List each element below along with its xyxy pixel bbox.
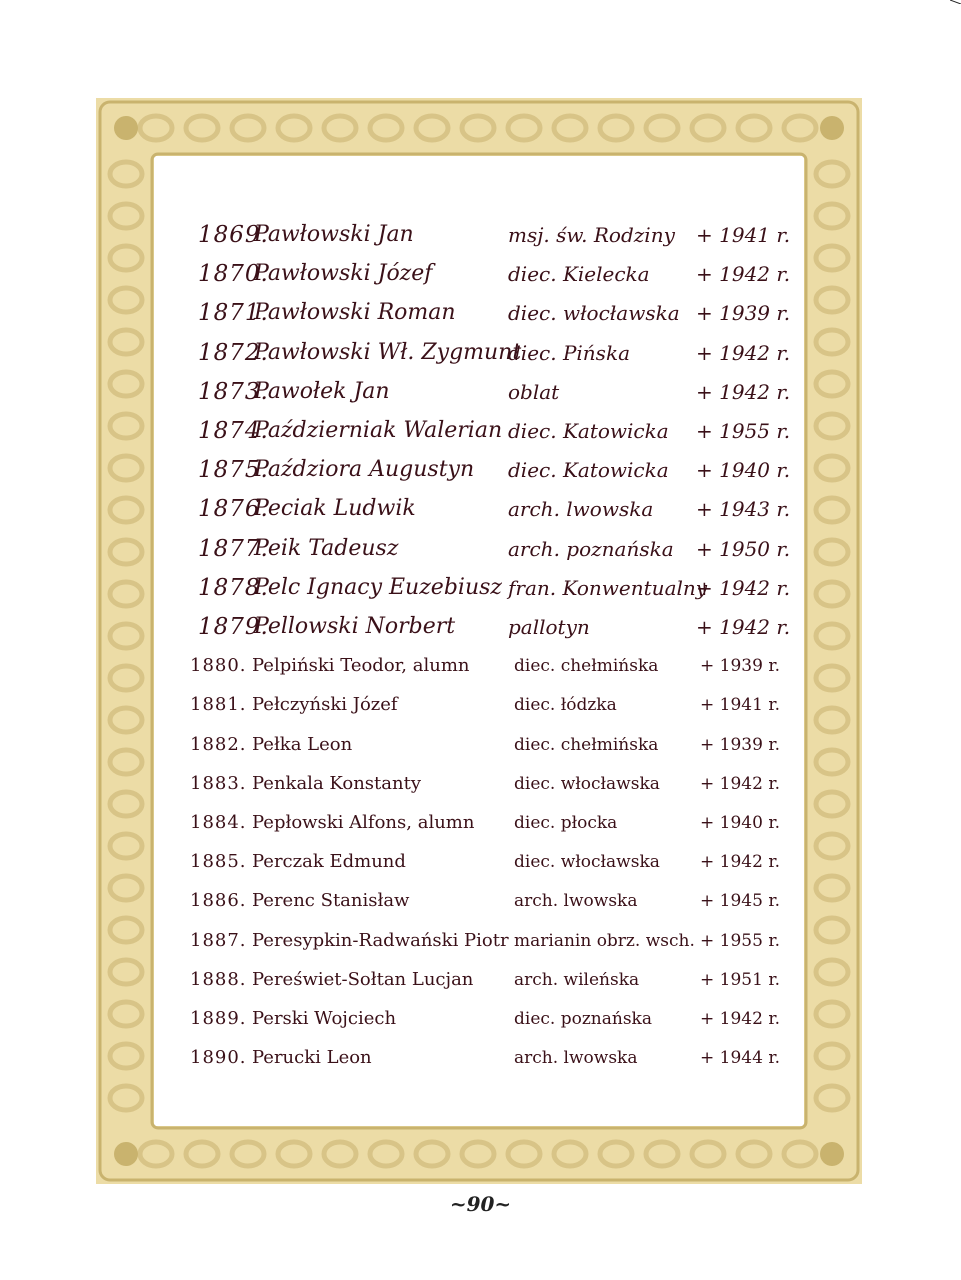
entry-row <box>0 923 961 959</box>
entry-number: 1882. <box>190 734 247 755</box>
entry-death-year: + 1942 r. <box>700 774 780 794</box>
entry-number: 1869. <box>198 222 269 248</box>
entry-number: 1888. <box>190 969 247 990</box>
entry-number: 1870. <box>198 261 269 287</box>
entry-name: Paździora Augustyn <box>254 457 475 482</box>
entry-name: Pawłowski Józef <box>254 261 433 286</box>
entry-name: Pelc Ignacy Euzebiusz <box>254 575 502 600</box>
entry-row <box>0 687 961 723</box>
entry-number: 1881. <box>190 694 247 715</box>
entry-death-year: + 1940 r. <box>696 458 791 482</box>
entry-name: Pawłowski Jan <box>254 222 414 247</box>
entry-row <box>0 648 961 684</box>
entry-row <box>0 883 961 919</box>
entry-diocese: pallotyn <box>508 615 590 639</box>
entry-row <box>0 609 961 645</box>
entry-diocese: diec. poznańska <box>514 1009 652 1029</box>
entry-diocese: diec. chełmińska <box>514 735 659 755</box>
entry-row <box>0 1001 961 1037</box>
entry-diocese: diec. łódzka <box>514 695 617 715</box>
entry-name: Pełka Leon <box>252 734 353 755</box>
entry-name: Pełczyński Józef <box>252 694 398 715</box>
entry-diocese: diec. płocka <box>514 813 618 833</box>
entry-death-year: + 1955 r. <box>696 419 791 443</box>
entry-death-year: + 1951 r. <box>700 970 780 990</box>
entry-name: Pereświet-Sołtan Lucjan <box>252 969 474 990</box>
entry-name: Perski Wojciech <box>252 1008 397 1029</box>
entry-row <box>0 413 961 449</box>
entry-row <box>0 1040 961 1076</box>
entry-row <box>0 727 961 763</box>
entry-death-year: + 1943 r. <box>696 497 791 521</box>
entry-death-year: + 1955 r. <box>700 931 780 951</box>
entry-row <box>0 766 961 802</box>
entry-diocese: arch. wileńska <box>514 970 640 990</box>
page-number: ~90~ <box>449 1192 512 1216</box>
entry-name: Pellowski Norbert <box>254 614 456 639</box>
entry-row <box>0 531 961 567</box>
entry-death-year: + 1939 r. <box>696 301 791 325</box>
entry-death-year: + 1942 r. <box>696 380 791 404</box>
entry-death-year: + 1942 r. <box>696 615 791 639</box>
entry-number: 1876. <box>198 496 269 522</box>
entry-number: 1887. <box>190 930 247 951</box>
entry-name: Peik Tadeusz <box>254 536 399 561</box>
entry-number: 1874. <box>198 418 269 444</box>
entry-name: Pawołek Jan <box>254 379 390 404</box>
entry-name: Peresypkin-Radwański Piotr <box>252 930 509 951</box>
entry-name: Pelpiński Teodor, alumn <box>252 655 470 676</box>
entry-number: 1873. <box>198 379 269 405</box>
entry-number: 1886. <box>190 890 247 911</box>
entry-row <box>0 335 961 371</box>
entry-number: 1878. <box>198 575 269 601</box>
entry-diocese: arch. poznańska <box>508 537 674 561</box>
entry-name: Peciak Ludwik <box>254 496 416 521</box>
entry-row <box>0 295 961 331</box>
entry-death-year: + 1939 r. <box>700 735 780 755</box>
entry-diocese: diec. włocławska <box>514 852 660 872</box>
entry-row <box>0 374 961 410</box>
entry-diocese: arch. lwowska <box>508 497 654 521</box>
entry-name: Pawłowski Wł. Zygmunt <box>254 340 522 365</box>
entry-death-year: + 1941 r. <box>696 223 791 247</box>
entry-diocese: marianin obrz. wsch. <box>514 931 695 951</box>
entry-diocese: diec. Katowicka <box>508 419 669 443</box>
entry-diocese: diec. Katowicka <box>508 458 669 482</box>
entry-diocese: msj. św. Rodziny <box>508 223 675 247</box>
entry-number: 1885. <box>190 851 247 872</box>
entry-number: 1871. <box>198 300 269 326</box>
entry-number: 1879. <box>198 614 269 640</box>
entry-name: Październiak Walerian <box>254 418 503 443</box>
entry-row <box>0 962 961 998</box>
entry-name: Perczak Edmund <box>252 851 406 872</box>
entry-number: 1883. <box>190 773 247 794</box>
entry-death-year: + 1942 r. <box>696 341 791 365</box>
entry-number: 1889. <box>190 1008 247 1029</box>
entry-death-year: + 1940 r. <box>700 813 780 833</box>
entry-diocese: arch. lwowska <box>514 1048 638 1068</box>
entry-death-year: + 1941 r. <box>700 695 780 715</box>
entry-diocese: oblat <box>508 380 560 404</box>
entry-name: Pepłowski Alfons, alumn <box>252 812 475 833</box>
corner-mark <box>950 0 961 4</box>
entry-number: 1890. <box>190 1047 247 1068</box>
entry-row <box>0 256 961 292</box>
entry-death-year: + 1950 r. <box>696 537 791 561</box>
entry-name: Penkala Konstanty <box>252 773 421 794</box>
entry-diocese: arch. lwowska <box>514 891 638 911</box>
entry-death-year: + 1942 r. <box>696 576 791 600</box>
entry-row <box>0 844 961 880</box>
entry-diocese: fran. Konwentualny <box>508 576 708 600</box>
entry-number: 1877. <box>198 536 269 562</box>
entry-diocese: diec. włocławska <box>508 301 680 325</box>
entry-number: 1884. <box>190 812 247 833</box>
entry-name: Perenc Stanisław <box>252 890 410 911</box>
entry-diocese: diec. Kielecka <box>508 262 650 286</box>
entry-row <box>0 570 961 606</box>
entry-death-year: + 1944 r. <box>700 1048 780 1068</box>
entry-number: 1872. <box>198 340 269 366</box>
entry-name: Pawłowski Roman <box>254 300 456 325</box>
entry-diocese: diec. włocławska <box>514 774 660 794</box>
entry-row <box>0 452 961 488</box>
entry-row <box>0 805 961 841</box>
entry-row <box>0 491 961 527</box>
entry-death-year: + 1942 r. <box>696 262 791 286</box>
entry-number: 1875. <box>198 457 269 483</box>
entry-row <box>0 217 961 253</box>
entry-death-year: + 1945 r. <box>700 891 780 911</box>
entry-name: Perucki Leon <box>252 1047 372 1068</box>
entry-death-year: + 1942 r. <box>700 1009 780 1029</box>
entry-death-year: + 1942 r. <box>700 852 780 872</box>
entry-diocese: diec. Pińska <box>508 341 630 365</box>
entry-death-year: + 1939 r. <box>700 656 780 676</box>
entry-diocese: diec. chełmińska <box>514 656 659 676</box>
entry-number: 1880. <box>190 655 247 676</box>
